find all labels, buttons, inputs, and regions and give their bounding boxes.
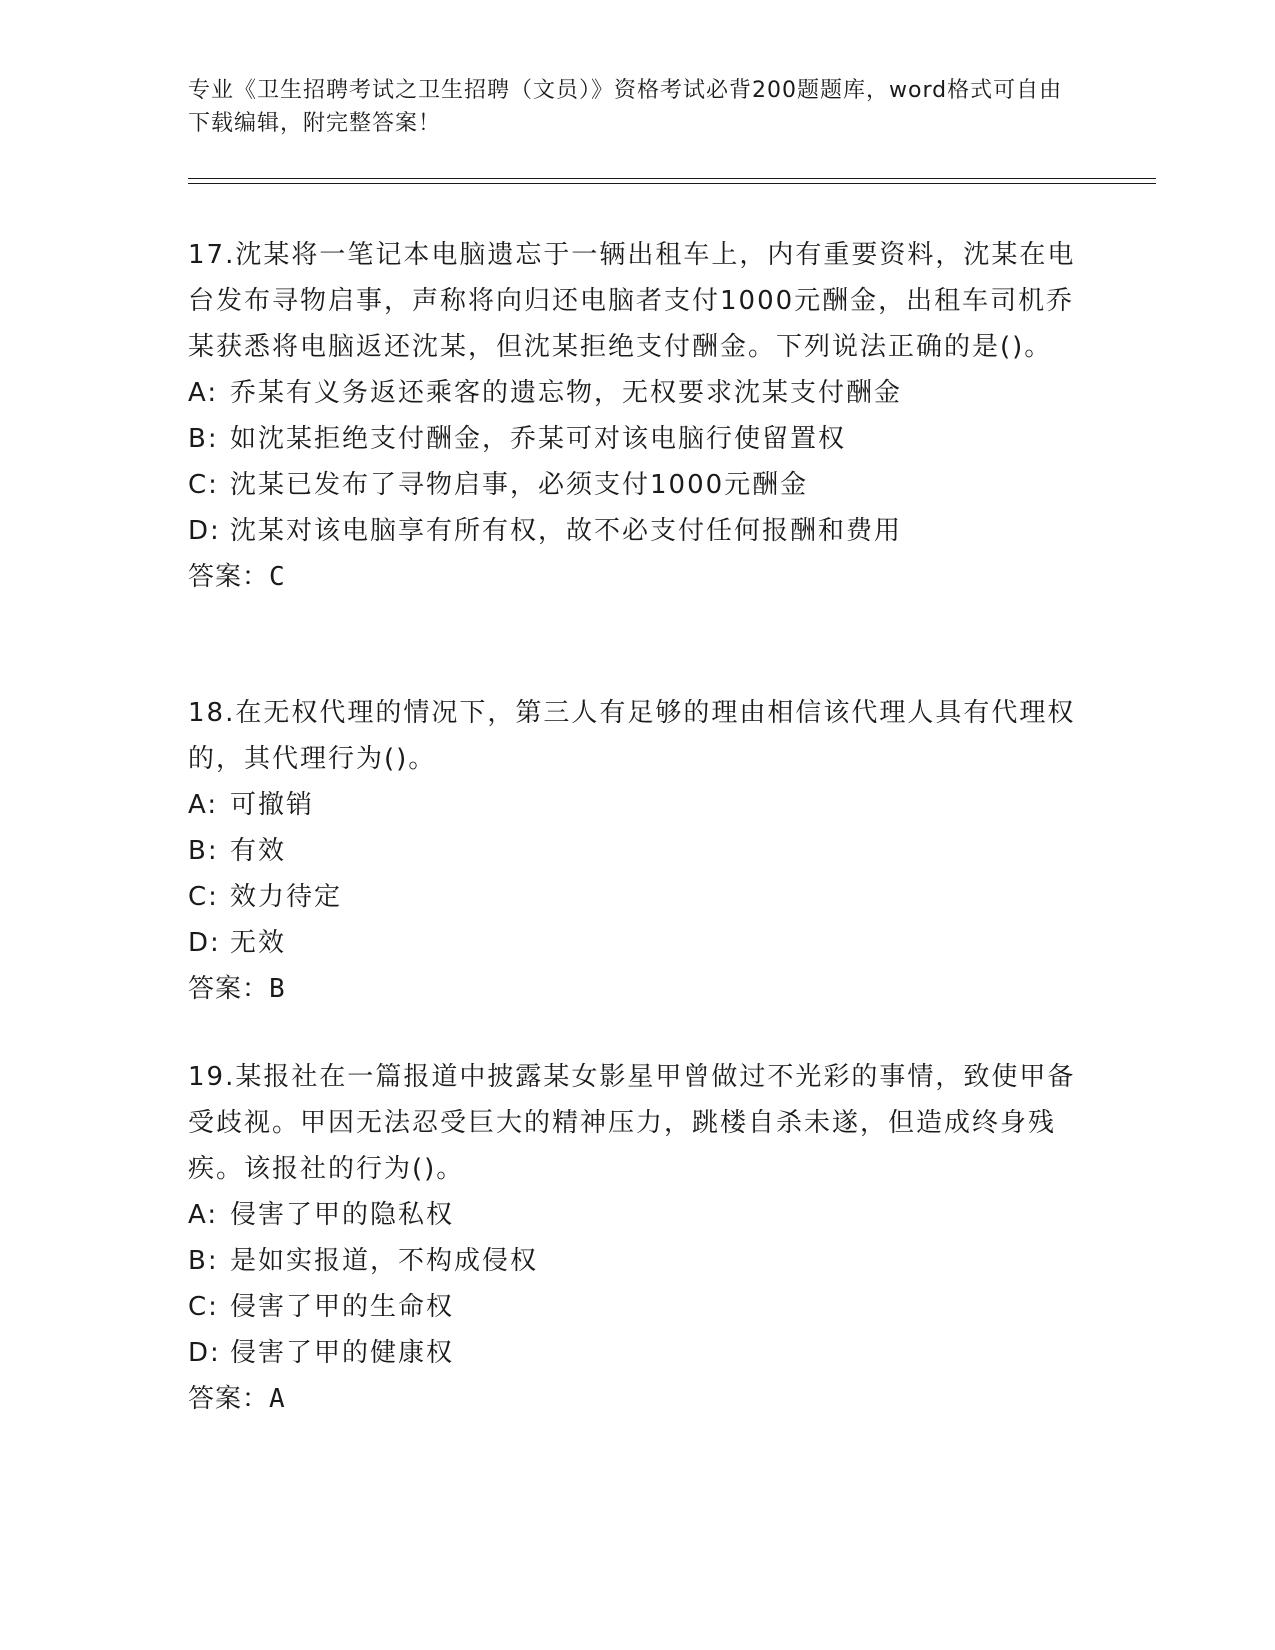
option-d xyxy=(188,920,1078,966)
answer-value: A xyxy=(269,1384,286,1414)
option-text: 是如实报道，不构成侵权 xyxy=(230,1246,539,1276)
option-text: 侵害了甲的健康权 xyxy=(230,1338,455,1368)
question-stem: 17.沈某将一笔记本电脑遗忘于一辆出租车上，内有重要资料，沈某在电台发布寻物启事，声称将向归还电脑者支付1000元酬金，出租车司机乔某获悉将电脑返还沈某，但沈某拒绝支付酬金。下列说法正确的是()。 xyxy=(188,240,1076,362)
option-letter: B: xyxy=(188,424,219,454)
option-c xyxy=(188,462,1078,508)
option-text: 效力待定 xyxy=(230,882,343,912)
option-letter: A: xyxy=(188,378,219,408)
question-19 xyxy=(188,1054,1078,1422)
option-text: 侵害了甲的生命权 xyxy=(230,1292,455,1322)
answer-line xyxy=(188,554,1078,600)
option-d xyxy=(188,508,1078,554)
option-a xyxy=(188,1192,1078,1238)
option-text: 如沈某拒绝支付酬金，乔某可对该电脑行使留置权 xyxy=(230,424,847,454)
header-divider-bottom xyxy=(188,183,1156,184)
option-letter: A: xyxy=(188,790,219,820)
option-letter: D: xyxy=(188,1338,221,1368)
option-text: 有效 xyxy=(230,836,287,866)
option-b xyxy=(188,828,1078,874)
option-a xyxy=(188,370,1078,416)
question-stem: 18.在无权代理的情况下，第三人有足够的理由相信该代理人具有代理权的，其代理行为()。 xyxy=(188,698,1076,774)
option-letter: D: xyxy=(188,516,221,546)
option-b xyxy=(188,1238,1078,1284)
option-letter: C: xyxy=(188,1292,219,1322)
option-b xyxy=(188,416,1078,462)
answer-line xyxy=(188,1376,1078,1422)
answer-label: 答案： xyxy=(188,1384,270,1414)
option-letter: C: xyxy=(188,882,219,912)
option-text: 沈某已发布了寻物启事，必须支付1000元酬金 xyxy=(230,470,809,500)
option-d xyxy=(188,1330,1078,1376)
option-text: 无效 xyxy=(230,928,287,958)
option-text: 可撤销 xyxy=(230,790,315,820)
option-letter: A: xyxy=(188,1200,219,1230)
answer-value: C xyxy=(269,562,286,592)
answer-label: 答案： xyxy=(188,562,270,592)
option-letter: C: xyxy=(188,470,219,500)
header-divider-top xyxy=(188,178,1156,179)
option-text: 乔某有义务返还乘客的遗忘物，无权要求沈某支付酬金 xyxy=(230,378,903,408)
option-a xyxy=(188,782,1078,828)
answer-label: 答案： xyxy=(188,974,270,1004)
document-header: 专业《卫生招聘考试之卫生招聘（文员）》资格考试必背200题题库，word格式可自由下载编辑，附完整答案！ xyxy=(188,78,1063,136)
option-c xyxy=(188,1284,1078,1330)
option-letter: B: xyxy=(188,836,219,866)
answer-value: B xyxy=(269,974,286,1004)
question-17 xyxy=(188,232,1078,600)
question-stem: 19.某报社在一篇报道中披露某女影星甲曾做过不光彩的事情，致使甲备受歧视。甲因无法忍受巨大的精神压力，跳楼自杀未遂，但造成终身残疾。该报社的行为()。 xyxy=(188,1062,1076,1184)
option-letter: B: xyxy=(188,1246,219,1276)
answer-line xyxy=(188,966,1078,1012)
question-18 xyxy=(188,690,1078,1012)
option-text: 沈某对该电脑享有所有权，故不必支付任何报酬和费用 xyxy=(230,516,903,546)
option-letter: D: xyxy=(188,928,221,958)
option-c xyxy=(188,874,1078,920)
option-text: 侵害了甲的隐私权 xyxy=(230,1200,455,1230)
